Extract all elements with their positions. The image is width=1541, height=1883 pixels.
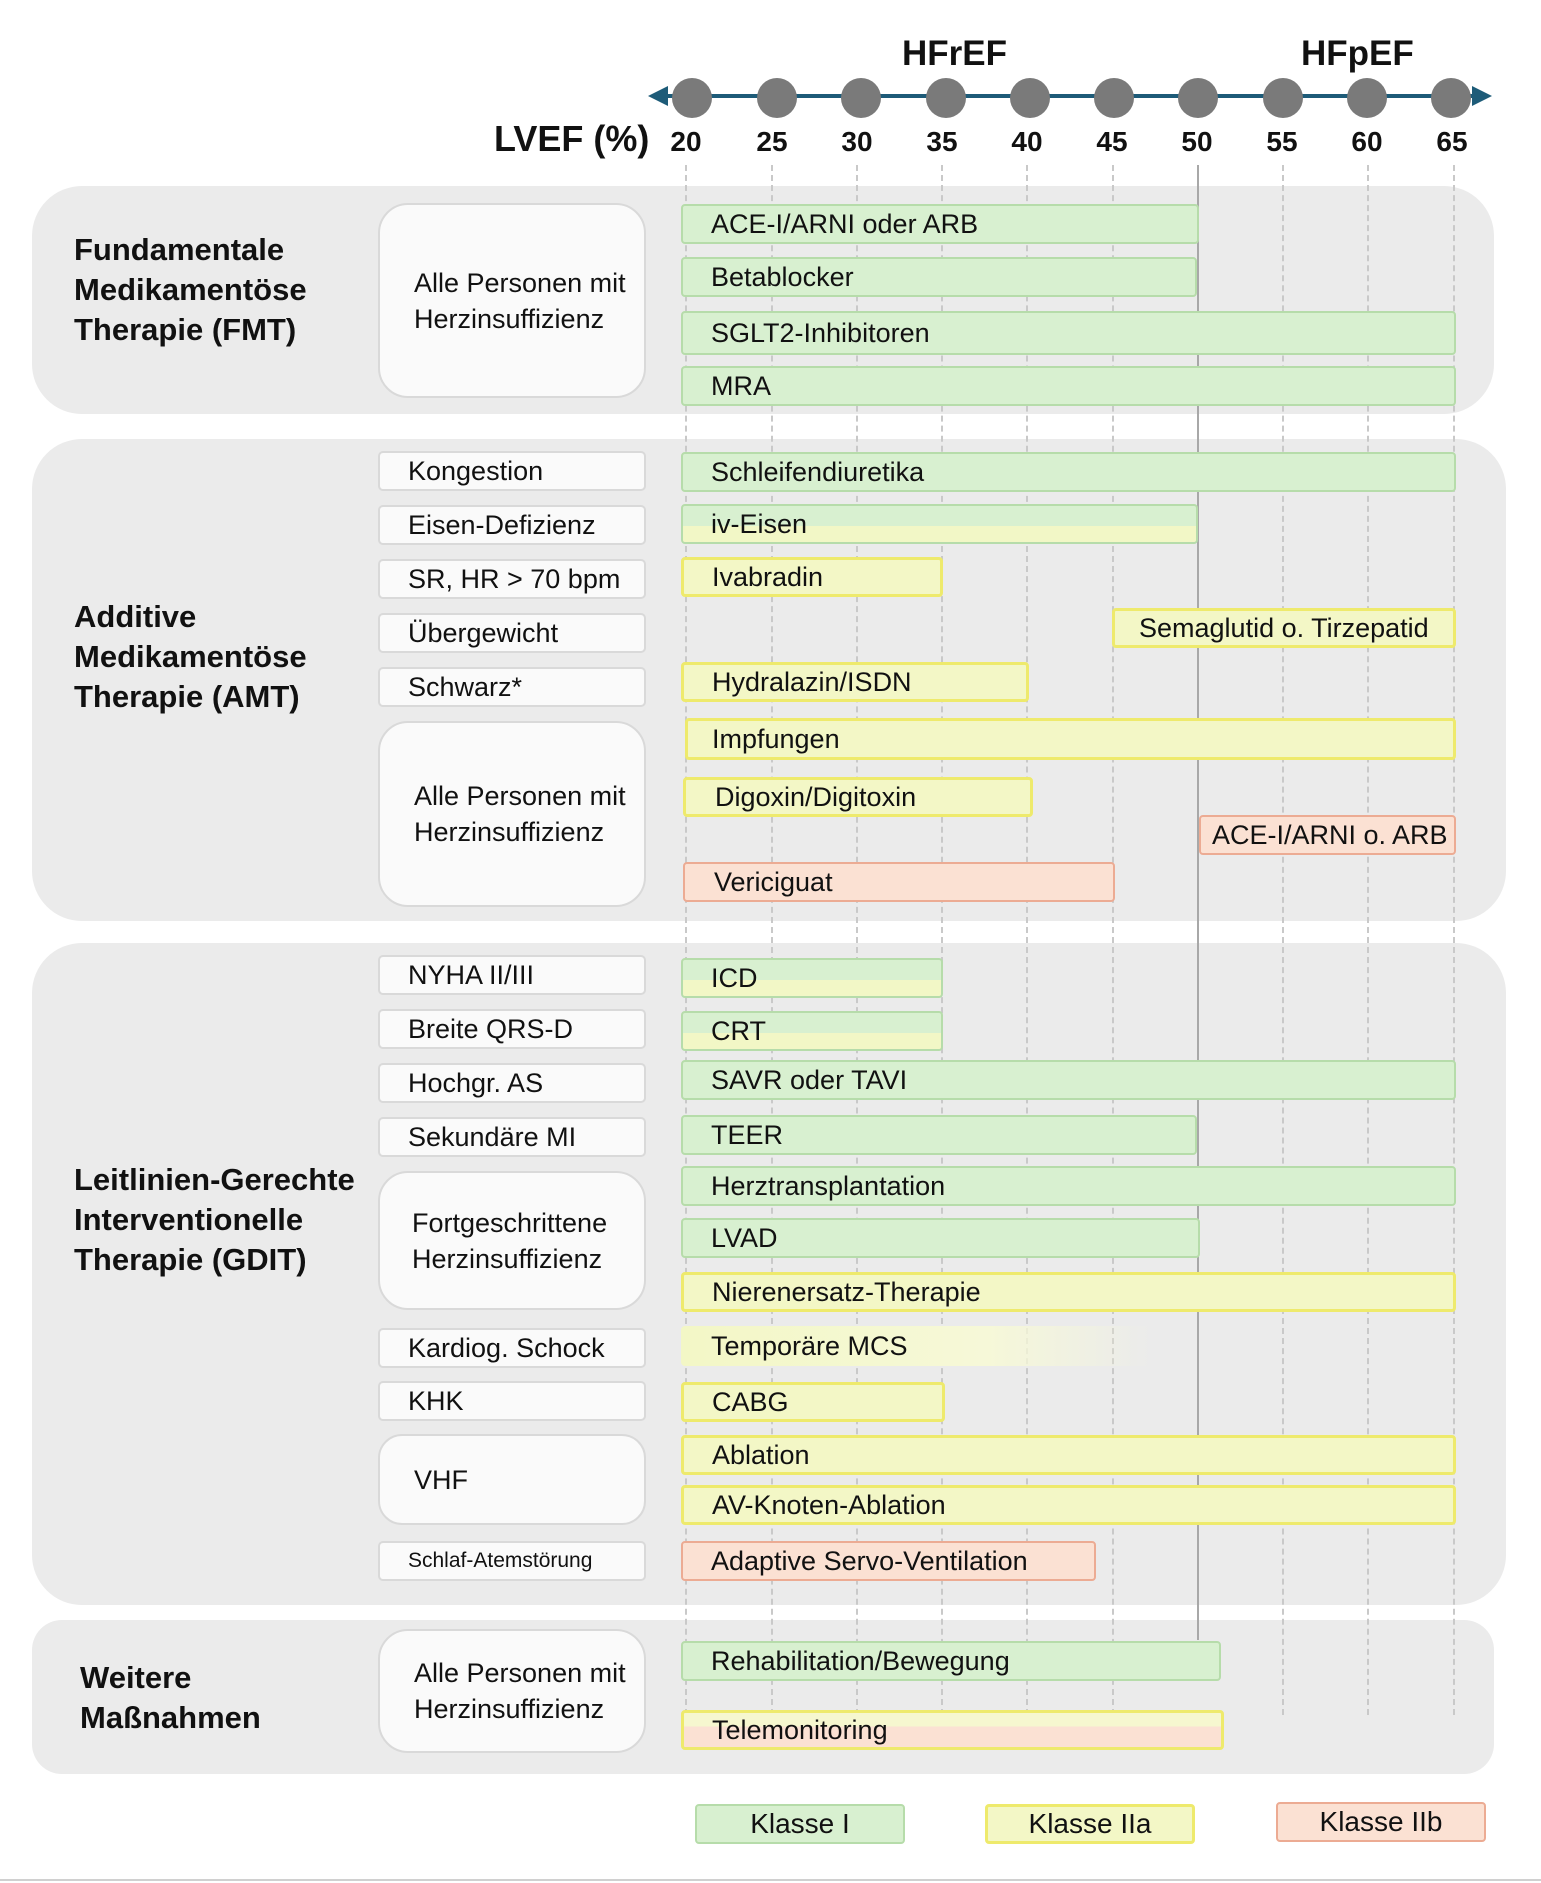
therapy-bar: Telemonitoring [681, 1710, 1224, 1750]
therapy-bar: Nierenersatz-Therapie [681, 1272, 1456, 1312]
therapy-bar: Betablocker [681, 257, 1197, 297]
tick-label: 25 [756, 126, 788, 157]
therapy-bar: Ivabradin [681, 557, 943, 597]
tick-label: 55 [1266, 126, 1298, 157]
condition-all-persons: Alle Personen mit Herzinsuffizienz [378, 203, 646, 398]
condition-schock: Kardiog. Schock [378, 1328, 646, 1368]
therapy-bar: ACE-I/ARNI o. ARB [1199, 815, 1456, 855]
condition-schwarz: Schwarz* [378, 667, 646, 707]
condition-khk: KHK [378, 1381, 646, 1421]
therapy-bar: Adaptive Servo-Ventilation [681, 1541, 1096, 1581]
condition-schlaf: Schlaf-Atemstörung [378, 1541, 646, 1581]
therapy-bar: ACE-I/ARNI oder ARB [681, 204, 1199, 244]
therapy-bar: CRT [681, 1011, 943, 1051]
legend-class-iia: Klasse IIa [985, 1804, 1195, 1844]
legend-class-iib: Klasse IIb [1276, 1802, 1486, 1842]
condition-all-persons: Alle Personen mit Herzinsuffizienz [378, 721, 646, 907]
hfpef-label: HFpEF [1301, 34, 1414, 73]
condition-as: Hochgr. AS [378, 1063, 646, 1103]
axis-arrow-left-icon [648, 86, 668, 106]
condition-vhf: VHF [378, 1434, 646, 1525]
therapy-bar: TEER [681, 1115, 1197, 1155]
therapy-bar: Herztransplantation [681, 1166, 1456, 1206]
therapy-bar: Schleifendiuretika [681, 452, 1456, 492]
therapy-bar: SAVR oder TAVI [681, 1060, 1456, 1100]
legend-class-i: Klasse I [695, 1804, 905, 1844]
section-title-fmt: Fundamentale Medikamentöse Therapie (FMT) [74, 232, 307, 347]
condition-nyha: NYHA II/III [378, 955, 646, 995]
tick-label: 30 [841, 126, 873, 157]
therapy-bar: iv-Eisen [681, 504, 1198, 544]
therapy-bar: Digoxin/Digitoxin [683, 777, 1033, 817]
condition-uebergewicht: Übergewicht [378, 613, 646, 653]
tick-label: 20 [670, 126, 702, 157]
therapy-bar: Hydralazin/ISDN [681, 662, 1029, 702]
condition-all-persons: Alle Personen mit Herzinsuffizienz [378, 1629, 646, 1753]
condition-kongestion: Kongestion [378, 451, 646, 491]
section-title-amt: Additive Medikamentöse Therapie (AMT) [74, 599, 307, 714]
axis-label: LVEF (%) [494, 118, 650, 159]
therapy-bar: Ablation [681, 1435, 1456, 1475]
therapy-bar: MRA [681, 366, 1456, 406]
bottom-divider [0, 1879, 1541, 1881]
therapy-bar: AV-Knoten-Ablation [681, 1485, 1456, 1525]
tick-label: 35 [926, 126, 958, 157]
condition-qrs: Breite QRS-D [378, 1009, 646, 1049]
tick-label: 60 [1351, 126, 1383, 157]
tick-label: 40 [1011, 126, 1043, 157]
section-title-gdit: Leitlinien-Gerechte Interventionelle Therapie (GDIT) [74, 1162, 355, 1277]
therapy-bar: Temporäre MCS [681, 1326, 1151, 1366]
tick-label: 65 [1436, 126, 1468, 157]
condition-advanced: Fortgeschrittene Herzinsuffizienz [378, 1171, 646, 1310]
tick-label: 45 [1096, 126, 1128, 157]
therapy-bar: LVAD [681, 1218, 1200, 1258]
hfref-label: HFrEF [902, 34, 1007, 73]
therapy-bar: CABG [681, 1382, 945, 1422]
therapy-bar: Impfungen [685, 718, 1456, 760]
therapy-bar: Rehabilitation/Bewegung [681, 1641, 1221, 1681]
therapy-bar: Semaglutid o. Tirzepatid [1112, 608, 1456, 648]
tick-label: 50 [1181, 126, 1213, 157]
condition-sr-hr: SR, HR > 70 bpm [378, 559, 646, 599]
condition-eisen: Eisen-Defizienz [378, 505, 646, 545]
axis-arrow-right-icon [1472, 86, 1492, 106]
section-title-weitere: Weitere Maßnahmen [80, 1660, 261, 1735]
therapy-bar: SGLT2-Inhibitoren [681, 311, 1456, 355]
therapy-bar: Vericiguat [683, 862, 1115, 902]
condition-mi: Sekundäre MI [378, 1117, 646, 1157]
therapy-bar: ICD [681, 958, 943, 998]
